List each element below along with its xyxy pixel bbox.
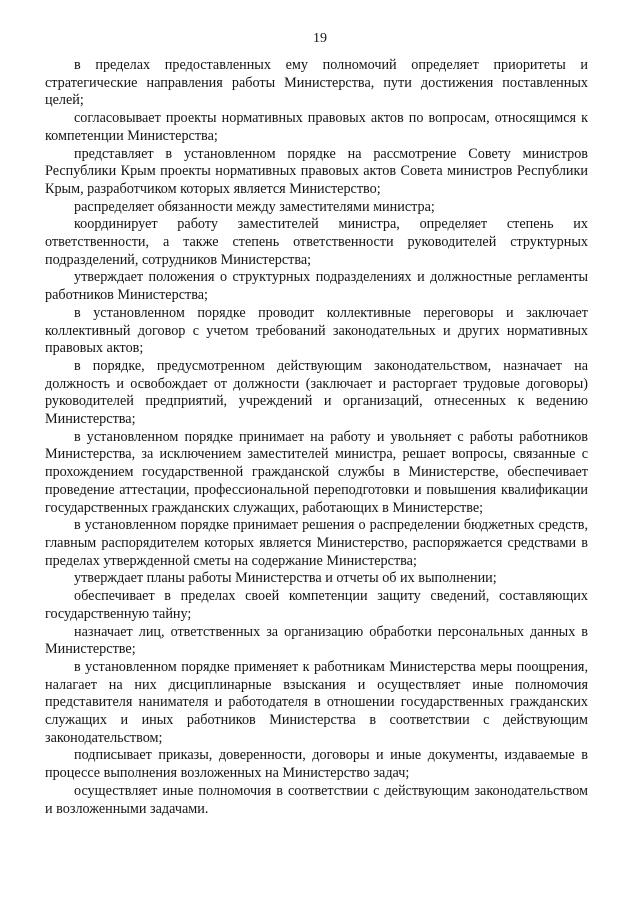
paragraph: утверждает планы работы Министерства и отчеты об их выполнении; [74, 570, 497, 587]
paragraph: согласовывает проекты нормативных правовых актов по вопросам, относящимся к компетенции Министерства; [45, 110, 588, 144]
paragraph: в установленном порядке проводит коллективные переговоры и заключает коллективный договор с учетом требований законодательных и других нормативных правовых актов; [45, 304, 588, 357]
paragraph: в пределах предоставленных ему полномочий определяет приоритеты и стратегические направления работы Министерства, пути достижения поставленных целей; [45, 57, 588, 109]
paragraph: утверждает положения о структурных подразделениях и должностные регламенты работников Министерства; [45, 269, 588, 304]
paragraph: распределяет обязанности между заместителями министра; [74, 198, 435, 215]
paragraph: осуществляет иные полномочия в соответствии с действующим законодательством и возложенными задачами. [45, 782, 588, 817]
paragraph: координирует работу заместителей министра, определяет степень их ответственности, а также степень ответственности руководителей структурных подразделений, сотрудников Министерства; [45, 216, 588, 268]
paragraph: в установленном порядке применяет к работникам Министерства меры поощрения, налагает на них дисциплинарные взыскания и осуществляет иные полномочия представителя нанимателя и работодателя в отношении государственных гражданских служащих и иных работников Министерства в соответствии с действующим законодательством; [45, 658, 588, 746]
page-number: 19 [313, 31, 327, 46]
paragraph: в порядке, предусмотренном действующим законодательством, назначает на должность и освобождает от должности (заключает и расторгает трудовые договоры) руководителей предприятий, учреждений и организаций, отнесенных к ведению Министерства; [45, 357, 588, 428]
paragraph: представляет в установленном порядке на рассмотрение Совету министров Республики Крым проекты нормативных правовых актов Совета министров Республики Крым, разработчиком которых является Министерство; [45, 145, 588, 197]
paragraph: обеспечивает в пределах своей компетенции защиту сведений, составляющих государственную тайну; [45, 588, 588, 622]
paragraph: в установленном порядке принимает на работу и увольняет с работы работников Министерства, за исключением заместителей министра, решает вопросы, связанные с прохождением государственной гражданской службы в Министерстве, обеспечивает проведение аттестации, профессиональной переподготовки и повышения квалификации государственных гражданских служащих, работающих в Министерстве; [45, 428, 588, 516]
paragraph: назначает лиц, ответственных за организацию обработки персональных данных в Министерстве; [45, 623, 588, 658]
paragraph: подписывает приказы, доверенности, договоры и иные документы, издаваемые в процессе выполнения возложенных на Министерство задач; [45, 747, 588, 782]
paragraph: в установленном порядке принимает решения о распределении бюджетных средств, главным распорядителем которых является Министерство, распоряжается средствами в пределах утвержденной сметы на содержание Министерства; [45, 517, 588, 569]
document-body [45, 57, 588, 818]
